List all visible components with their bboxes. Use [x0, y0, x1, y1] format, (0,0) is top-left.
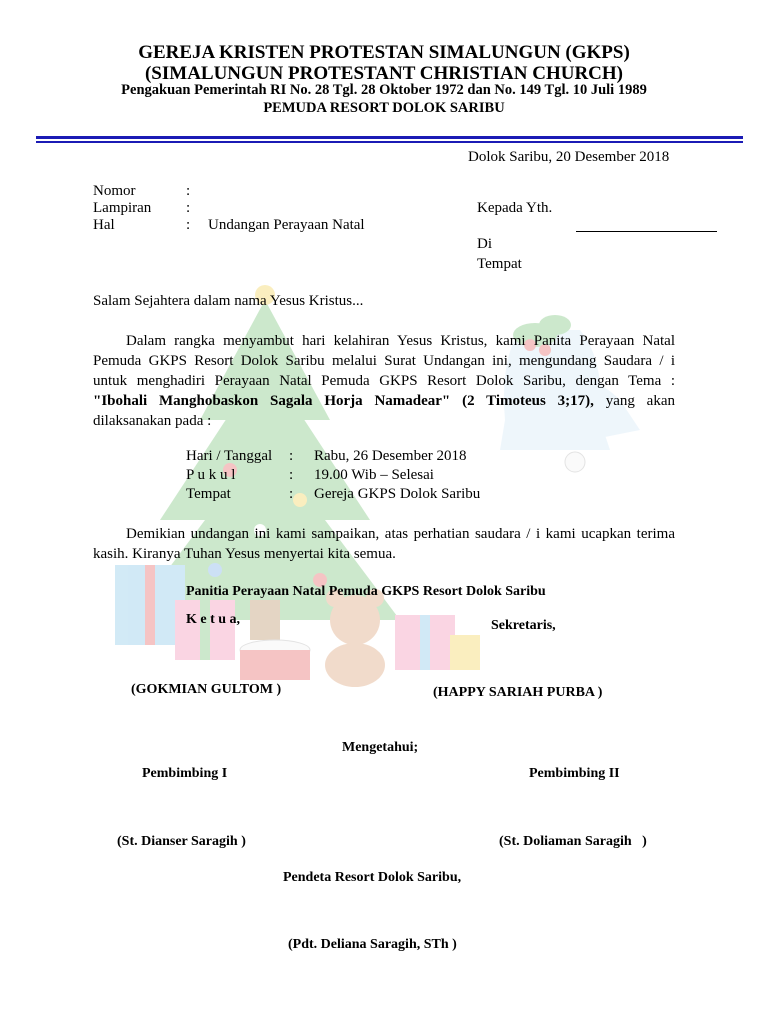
event-day-label: Hari / Tanggal [186, 448, 273, 464]
greeting: Salam Sejahtera dalam nama Yesus Kristus... [93, 293, 364, 309]
event-place-label: Tempat [186, 486, 231, 502]
organization-unit: PEMUDA RESORT DOLOK SARIBU [263, 100, 505, 116]
header-divider-thick [36, 136, 743, 139]
body-line: untuk menghadiri Perayaan Natal Pemuda GKPS Resort Dolok Saribu, dengan Tema : [93, 373, 675, 389]
body-paragraph-2 [93, 524, 675, 564]
body-line: Dalam rangka menyambut hari kelahiran Yesus Kristus, kami Panita Perayaan Natal [126, 333, 675, 349]
body-line: Pemuda GKPS Resort Dolok Saribu melalui Surat Undangan ini, mengundang Saudara / i [93, 353, 675, 369]
recipient-di: Di [477, 236, 492, 252]
body-line: dilaksanakan pada : [93, 413, 212, 429]
pendeta-name: (Pdt. Deliana Saragih, STh ) [288, 937, 457, 952]
verse-reference: (2 Timoteus 3;17), [462, 393, 594, 409]
body-line: Demikian undangan ini kami sampaikan, atas perhatian saudara / i kami ucapkan terima [126, 526, 675, 542]
recipient-blank-line [576, 231, 717, 232]
lampiran-label: Lampiran [93, 200, 152, 216]
recipient-tempat: Tempat [477, 256, 522, 272]
event-time-colon: : [289, 467, 294, 483]
nomor-colon: : [186, 183, 191, 199]
theme-text: "Ibohali Manghobaskon Sagala Horja Namadear" [93, 393, 451, 409]
event-place-value: Gereja GKPS Dolok Saribu [314, 486, 481, 502]
pembimbing2-name: (St. Doliaman Saragih ) [499, 834, 647, 849]
ketua-title: K e t u a, [186, 612, 241, 627]
recipient-to: Kepada Yth. [477, 200, 553, 216]
event-day-value: Rabu, 26 Desember 2018 [314, 448, 467, 464]
sekretaris-title: Sekretaris, [491, 618, 556, 633]
mengetahui-label: Mengetahui; [342, 740, 419, 755]
lampiran-colon: : [186, 200, 191, 216]
body-line-theme [93, 391, 675, 411]
body-paragraph-1 [93, 331, 675, 431]
event-time-label: P u k u l [186, 467, 236, 483]
sekretaris-name: (HAPPY SARIAH PURBA ) [433, 685, 603, 700]
church-name: GEREJA KRISTEN PROTESTAN SIMALUNGUN (GKPS) [138, 42, 630, 63]
pembimbing2-title: Pembimbing II [529, 766, 620, 781]
nomor-label: Nomor [93, 183, 136, 199]
event-time-value: 19.00 Wib – Selesai [314, 467, 434, 483]
ketua-name: (GOKMIAN GULTOM ) [131, 682, 282, 697]
committee-name: Panitia Perayaan Natal Pemuda GKPS Resort Dolok Saribu [186, 584, 546, 599]
hal-label: Hal [93, 217, 115, 233]
body-line-tail: yang akan [605, 393, 675, 409]
hal-colon: : [186, 217, 191, 233]
hal-value: Undangan Perayaan Natal [208, 217, 365, 233]
event-place-colon: : [289, 486, 294, 502]
header-divider-thin [36, 141, 743, 143]
pembimbing1-title: Pembimbing I [142, 766, 228, 781]
event-day-colon: : [289, 448, 294, 464]
pendeta-title: Pendeta Resort Dolok Saribu, [283, 870, 462, 885]
body-line: kasih. Kiranya Tuhan Yesus menyertai kita semua. [93, 546, 396, 562]
church-name-english: (SIMALUNGUN PROTESTANT CHRISTIAN CHURCH) [144, 63, 624, 84]
pembimbing1-name: (St. Dianser Saragih ) [117, 834, 246, 849]
letter-date: Dolok Saribu, 20 Desember 2018 [468, 149, 670, 165]
government-recognition: Pengakuan Pemerintah RI No. 28 Tgl. 28 Oktober 1972 dan No. 149 Tgl. 10 Juli 1989 [121, 82, 647, 98]
